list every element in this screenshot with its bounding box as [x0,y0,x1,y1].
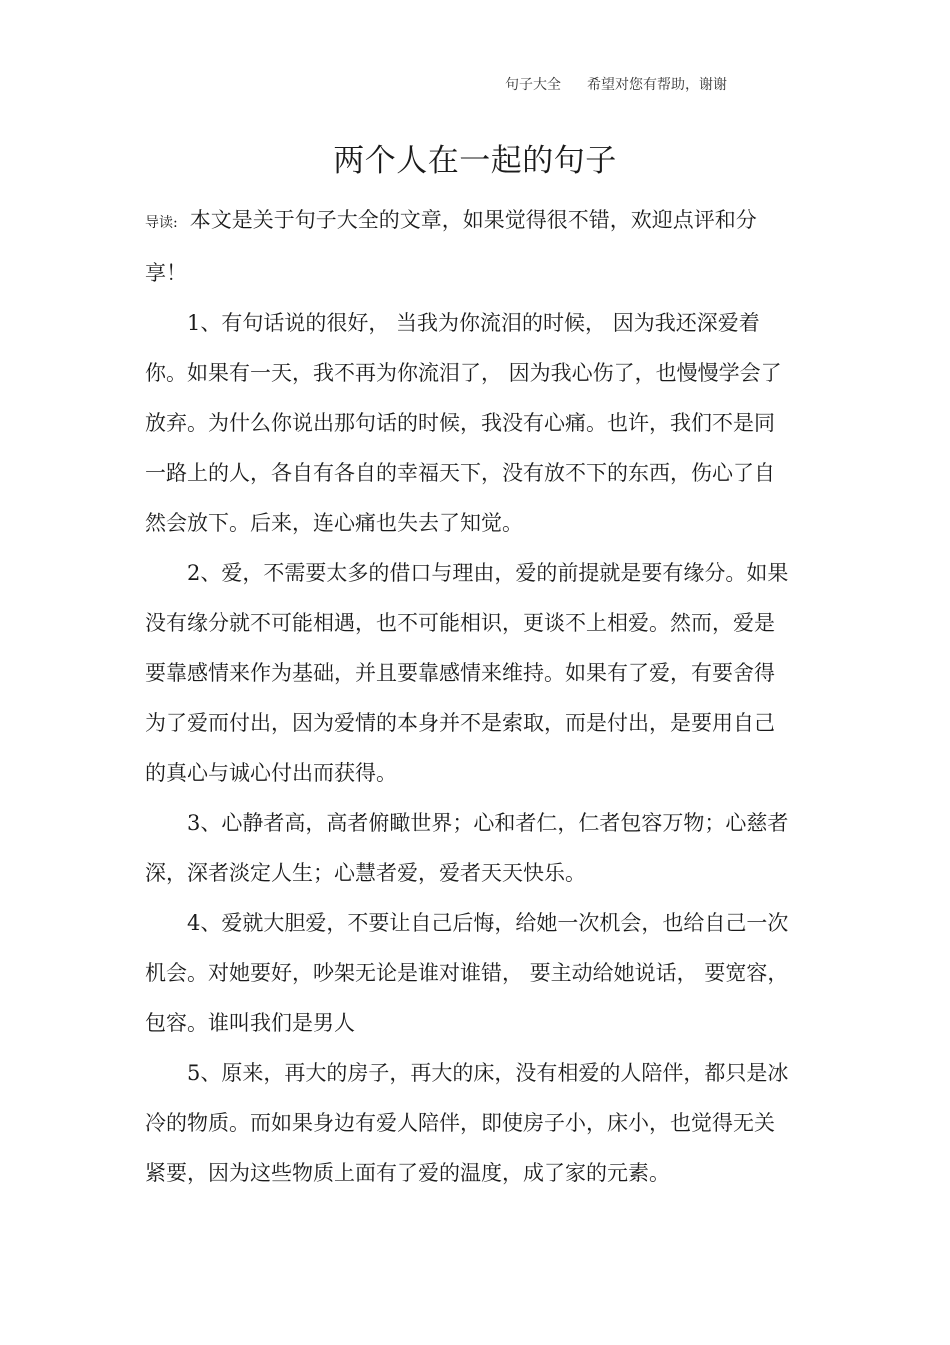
paragraph-4: 4、爱就大胆爱，不要让自己后悔，给她一次机会，也给自己一次机会。对她要好，吵架无论是谁对谁错， 要主动给她说话， 要宽容，包容。谁叫我们是男人 [145,911,789,1035]
intro-paragraph [145,195,795,298]
paragraph-2: 2、爱，不需要太多的借口与理由，爱的前提就是要有缘分。如果没有缘分就不可能相遇，也不可能相识，更谈不上相爱。然而，爱是要靠感情来作为基础，并且要靠感情来维持。如果有了爱，有要舍得为了爱而付出，因为爱情的本身并不是索取，而是付出，是要用自己的真心与诚心付出而获得。 [145,561,789,785]
intro-text: 本文是关于句子大全的文章，如果觉得很不错，欢迎点评和分享！ [145,208,757,285]
intro-label: 导读: [145,215,178,231]
article-body [145,195,795,1198]
article-title: 两个人在一起的句子 [333,143,617,179]
paragraph-5: 5、原来，再大的房子，再大的床，没有相爱的人陪伴，都只是冰冷的物质。而如果身边有爱人陪伴，即使房子小，床小，也觉得无关紧要，因为这些物质上面有了爱的温度，成了家的元素。 [145,1061,789,1185]
header-slogan: 希望对您有帮助，谢谢 [587,77,727,93]
paragraph-1: 1、有句话说的很好， 当我为你流泪的时候， 因为我还深爱着你。如果有一天，我不再为你流泪了， 因为我心伤了，也慢慢学会了放弃。为什么你说出那句话的时候，我没有心痛。也许，我们不是同一路上的人，各自有各自的幸福天下，没有放不下的东西，伤心了自然会放下。后来，连心痛也失去了知觉。 [145,311,782,535]
header-site-name: 句子大全 [505,77,561,93]
paragraph-3: 3、心静者高，高者俯瞰世界；心和者仁，仁者包容万物；心慈者深，深者淡定人生；心慧者爱，爱者天天快乐。 [145,811,789,885]
page-header [505,74,727,94]
